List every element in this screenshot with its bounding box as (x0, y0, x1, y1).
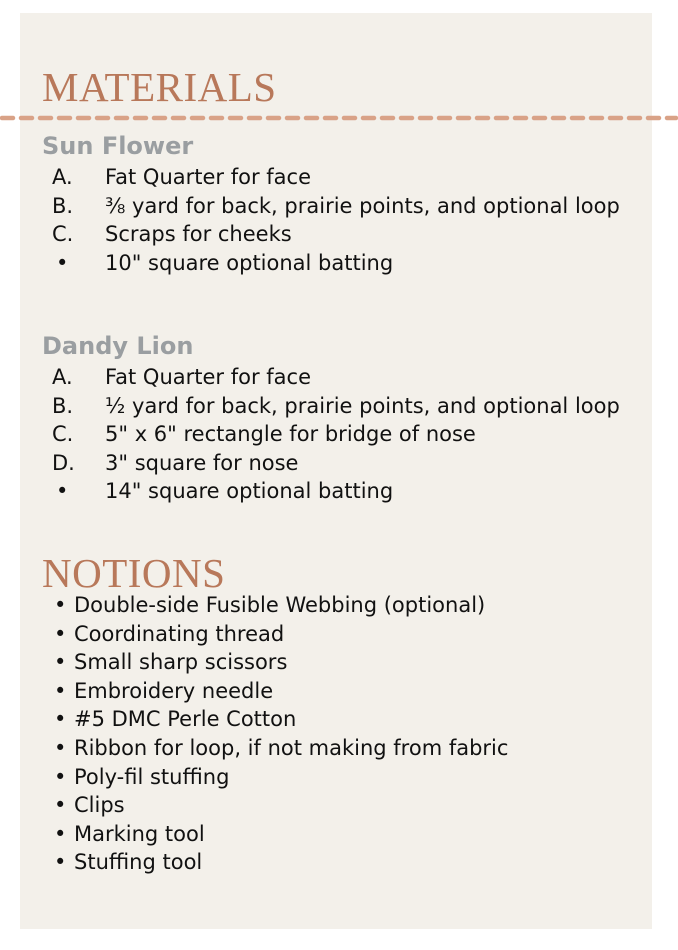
list-item (0, 192, 635, 221)
item-text: #5 DMC Perle Cotton (74, 707, 297, 732)
item-text: Stuffing tool (74, 850, 203, 875)
dashed-divider (0, 111, 678, 125)
materials-title: MATERIALS (42, 64, 277, 110)
list-item (0, 420, 635, 449)
item-text: Fat Quarter for face (105, 165, 312, 189)
item-text: Small sharp scissors (74, 650, 288, 675)
item-text: Double-side Fusible Webbing (optional) (74, 593, 486, 617)
item-text: Clips (74, 793, 125, 818)
bullet-marker: • (54, 650, 67, 675)
list-item (0, 820, 634, 849)
item-text: Embroidery needle (74, 678, 274, 703)
list-item (0, 848, 634, 877)
sunflower-materials-list (0, 163, 635, 277)
list-marker: B. (52, 393, 74, 418)
bullet-marker: • (54, 707, 67, 732)
list-marker: A. (52, 165, 73, 189)
item-text: Marking tool (74, 821, 205, 846)
item-text: ⅜ yard for back, prairie points, and optional loop (105, 193, 620, 218)
list-item (0, 220, 635, 249)
item-text: Coordinating thread (74, 621, 285, 646)
bullet-marker: • (56, 479, 69, 504)
list-marker: A. (52, 365, 73, 389)
item-text: 5" x 6" rectangle for bridge of nose (105, 422, 476, 447)
item-text: 3" square for nose (105, 450, 299, 475)
dandylion-materials-list (0, 363, 635, 506)
list-item (0, 705, 634, 734)
list-item (0, 591, 634, 620)
bullet-marker: • (56, 250, 69, 275)
item-text: 14" square optional batting (105, 479, 394, 504)
list-item (0, 249, 635, 278)
item-text: Fat Quarter for face (105, 365, 312, 389)
list-marker: D. (52, 450, 75, 475)
bullet-marker: • (54, 593, 67, 617)
list-item (0, 620, 634, 649)
bullet-marker: • (54, 821, 67, 846)
bullet-marker: • (54, 735, 67, 760)
list-item (0, 392, 635, 421)
list-item (0, 734, 634, 763)
item-text: Poly-fil stuffing (74, 764, 230, 789)
item-text: 10" square optional batting (105, 250, 394, 275)
list-marker: C. (52, 422, 74, 447)
item-text: Ribbon for loop, if not making from fabric (74, 735, 509, 760)
list-item (0, 648, 634, 677)
bullet-marker: • (54, 621, 67, 646)
list-item (0, 163, 635, 192)
list-item (0, 449, 635, 478)
sunflower-heading: Sun Flower (42, 132, 194, 160)
list-item (0, 791, 634, 820)
list-marker: C. (52, 222, 74, 247)
list-item (0, 763, 634, 792)
dandylion-heading: Dandy Lion (42, 332, 194, 360)
item-text: Scraps for cheeks (105, 222, 292, 247)
list-item (0, 677, 634, 706)
item-text: ½ yard for back, prairie points, and optional loop (105, 393, 620, 418)
notions-list (0, 591, 634, 877)
bullet-marker: • (54, 764, 67, 789)
bullet-marker: • (54, 793, 67, 818)
list-marker: B. (52, 193, 74, 218)
list-item (0, 477, 635, 506)
bullet-marker: • (54, 678, 67, 703)
list-item (0, 363, 635, 392)
notions-title: NOTIONS (42, 550, 226, 596)
bullet-marker: • (54, 850, 67, 875)
